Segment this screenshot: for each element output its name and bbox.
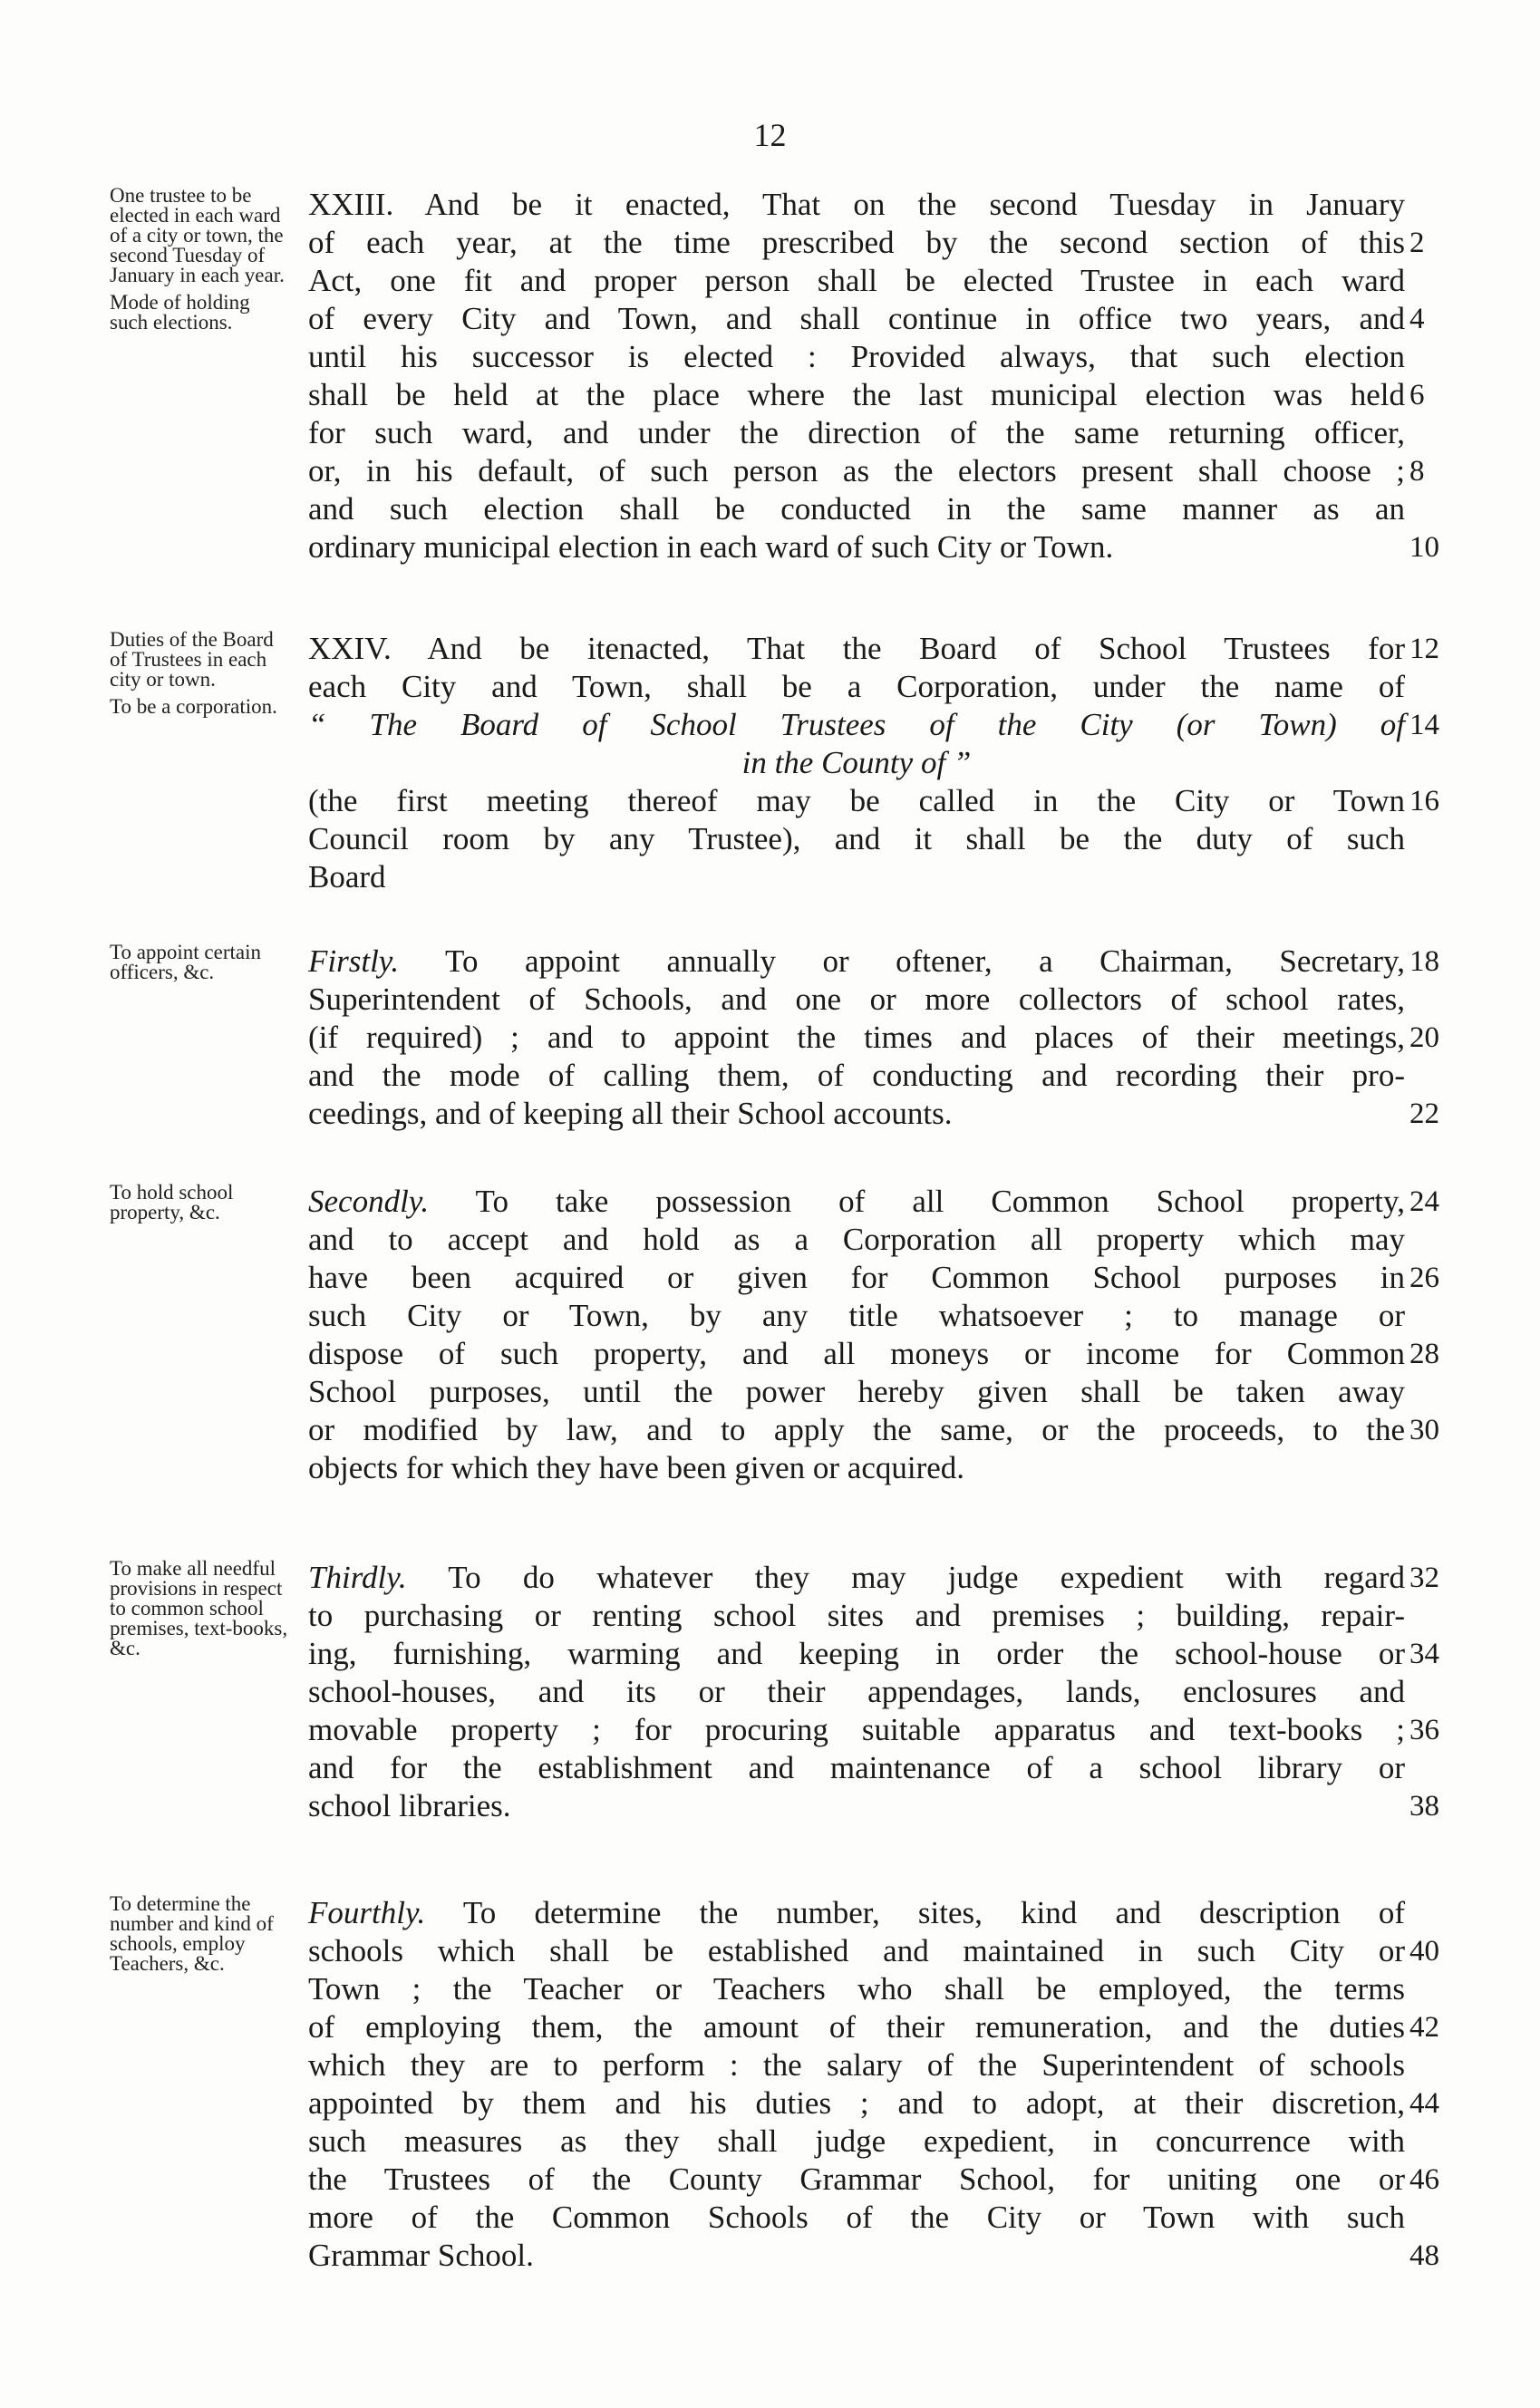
- text-line: [308, 300, 1425, 338]
- line-text: which they are to perform : the salary of the Superintendent of schools: [308, 2047, 1405, 2083]
- text-line: [308, 1019, 1439, 1057]
- margin-note-text: Mode of holding such elections.: [110, 291, 250, 334]
- line-text: and to accept and hold as a Corporation all property which may: [308, 1222, 1405, 1257]
- clause-lead: Thirdly.: [308, 1560, 407, 1595]
- margin-note-text: To hold school property, &c.: [110, 1181, 234, 1223]
- margin-note-text: To make all needful provisions in respect to common school premises, text-books, &c.: [110, 1557, 288, 1659]
- line-text: “ The Board of School Trustees of the City (or Town) of: [308, 707, 1405, 742]
- line-text: and such election shall be conducted in the same manner as an: [308, 491, 1405, 527]
- line-text: objects for which they have been given or acquired.: [308, 1450, 965, 1485]
- line-number: 20: [1409, 1021, 1439, 1054]
- text-line: [308, 528, 1439, 566]
- line-number: 10: [1409, 531, 1439, 564]
- line-number: 24: [1409, 1185, 1439, 1218]
- text-line: [308, 858, 1405, 896]
- line-number: 38: [1409, 1790, 1439, 1823]
- line-text: or modified by law, and to apply the same, or the proceeds, to the: [308, 1412, 1405, 1447]
- text-line: [308, 1449, 1405, 1487]
- text-line: [308, 1373, 1405, 1411]
- text-line: [308, 1411, 1439, 1449]
- line-text: ordinary municipal election in each ward of such City or Town.: [308, 529, 1114, 565]
- line-text: until his successor is elected : Provided always, that such election: [308, 339, 1405, 374]
- margin-note-text: To be a corporation.: [110, 695, 277, 718]
- text-line: [308, 1259, 1439, 1297]
- line-text: Town ; the Teacher or Teachers who shall be employed, the terms: [308, 1971, 1405, 2007]
- text-line: [308, 744, 1405, 782]
- line-text: in the County of ”: [741, 745, 972, 780]
- text-line: [308, 1095, 1439, 1133]
- line-text: To appoint annually or oftener, a Chairman, Secretary,: [399, 943, 1405, 979]
- margin-note-text: To appoint certain officers, &c.: [110, 941, 261, 983]
- clause-lead: Fourthly.: [308, 1895, 426, 1930]
- clause-lead: Firstly.: [308, 943, 400, 979]
- line-text: school libraries.: [308, 1788, 511, 1823]
- line-number: 48: [1409, 2239, 1439, 2272]
- line-text: To take possession of all Common School property,: [429, 1184, 1405, 1219]
- text-line: [308, 376, 1425, 414]
- line-text: XXIV. And be itenacted, That the Board of School Trustees for: [308, 631, 1405, 666]
- line-text: and for the establishment and maintenance of a school library or: [308, 1750, 1405, 1785]
- line-text: each City and Town, shall be a Corporation, under the name of: [308, 669, 1405, 704]
- text-line: [308, 186, 1405, 224]
- text-line: [308, 630, 1439, 668]
- line-text: Council room by any Trustee), and it shall be the duty of such: [308, 821, 1405, 856]
- line-number: 32: [1409, 1562, 1439, 1594]
- line-number: 40: [1409, 1935, 1439, 1968]
- text-line: [308, 224, 1425, 262]
- line-number: 14: [1409, 709, 1439, 741]
- line-number: 26: [1409, 1262, 1439, 1294]
- line-text: School purposes, until the power hereby given shall be taken away: [308, 1374, 1405, 1409]
- text-line: [308, 2008, 1439, 2046]
- line-text: schools which shall be established and maintained in such City or: [308, 1933, 1405, 1968]
- text-line: [308, 981, 1405, 1019]
- line-text: movable property ; for procuring suitable apparatus and text-books ;: [308, 1712, 1405, 1747]
- line-number: 28: [1409, 1338, 1439, 1370]
- line-text: (if required) ; and to appoint the times and places of their meetings,: [308, 1020, 1405, 1055]
- text-line: [308, 1597, 1405, 1635]
- text-line: [308, 782, 1439, 820]
- text-line: [308, 2046, 1405, 2084]
- margin-note: [110, 186, 291, 340]
- line-text: Board: [308, 859, 386, 895]
- text-line: [308, 706, 1439, 744]
- section-text: [308, 186, 1439, 566]
- text-line: [308, 452, 1425, 490]
- line-text: (the first meeting thereof may be called in the City or Town: [308, 783, 1405, 818]
- line-number: 16: [1409, 785, 1439, 817]
- line-text: To do whatever they may judge expedient with regard: [406, 1560, 1405, 1595]
- text-line: [308, 1297, 1405, 1335]
- text-line: [308, 262, 1405, 300]
- line-text: such City or Town, by any title whatsoever ; to manage or: [308, 1298, 1405, 1333]
- line-text: ceedings, and of keeping all their School accounts.: [308, 1096, 953, 1131]
- text-line: [308, 2199, 1405, 2237]
- section-text: [308, 943, 1439, 1133]
- line-number: 44: [1409, 2087, 1439, 2120]
- line-number: 42: [1409, 2011, 1439, 2044]
- text-line: [308, 1673, 1405, 1711]
- text-line: [308, 820, 1405, 858]
- line-text: more of the Common Schools of the City or Town with such: [308, 2200, 1405, 2235]
- text-line: [308, 668, 1405, 706]
- text-line: [308, 338, 1405, 376]
- line-text: ing, furnishing, warming and keeping in order the school-house or: [308, 1636, 1405, 1671]
- line-number: 22: [1409, 1098, 1439, 1130]
- line-text: Superintendent of Schools, and one or more collectors of school rates,: [308, 982, 1405, 1017]
- text-line: [308, 1335, 1439, 1373]
- line-text: such measures as they shall judge expedient, in concurrence with: [308, 2123, 1405, 2159]
- line-text: of each year, at the time prescribed by the second section of this: [308, 225, 1405, 260]
- line-number: 12: [1409, 633, 1439, 665]
- line-number: 8: [1409, 455, 1425, 488]
- line-text: To determine the number, sites, kind and description of: [425, 1895, 1405, 1930]
- clause-lead: Secondly.: [308, 1184, 430, 1219]
- margin-note-text: Duties of the Board of Trustees in each city or town.: [110, 628, 274, 691]
- margin-note: [110, 630, 291, 724]
- line-text: to purchasing or renting school sites and premises ; building, repair-: [308, 1598, 1405, 1633]
- text-line: [308, 1635, 1439, 1673]
- text-line: [308, 1183, 1439, 1221]
- text-line: [308, 2161, 1439, 2199]
- text-line: [308, 1711, 1439, 1749]
- section-text: [308, 1894, 1439, 2275]
- margin-note: [110, 1559, 291, 1666]
- line-number: 34: [1409, 1638, 1439, 1670]
- text-line: [308, 490, 1405, 528]
- text-line: [308, 2237, 1439, 2275]
- line-number: 18: [1409, 945, 1439, 978]
- text-line: [308, 2123, 1405, 2161]
- text-line: [308, 2084, 1439, 2123]
- line-text: shall be held at the place where the last municipal election was held: [308, 377, 1405, 412]
- line-number: 4: [1409, 303, 1425, 335]
- text-line: [308, 1221, 1405, 1259]
- text-line: [308, 1932, 1439, 1970]
- line-number: 36: [1409, 1714, 1439, 1746]
- text-line: [308, 1894, 1405, 1932]
- line-text: Grammar School.: [308, 2238, 534, 2273]
- text-line: [308, 1749, 1405, 1787]
- margin-note: [110, 943, 291, 990]
- section-text: [308, 1183, 1439, 1487]
- page-number: 12: [753, 117, 787, 153]
- line-text: of every City and Town, and shall continue in office two years, and: [308, 301, 1405, 336]
- line-text: for such ward, and under the direction of the same returning officer,: [308, 415, 1405, 450]
- line-text: appointed by them and his duties ; and to adopt, at their discretion,: [308, 2085, 1405, 2121]
- line-text: the Trustees of the County Grammar School, for uniting one or: [308, 2161, 1405, 2197]
- text-line: [308, 943, 1439, 981]
- text-line: [308, 414, 1405, 452]
- line-text: of employing them, the amount of their remuneration, and the duties: [308, 2009, 1405, 2045]
- section-text: [308, 630, 1439, 896]
- text-line: [308, 1787, 1439, 1825]
- line-text: school-houses, and its or their appendages, lands, enclosures and: [308, 1674, 1405, 1709]
- line-text: and the mode of calling them, of conducting and recording their pro-: [308, 1058, 1405, 1093]
- line-number: 46: [1409, 2163, 1439, 2196]
- line-text: Act, one fit and proper person shall be elected Trustee in each ward: [308, 263, 1405, 298]
- line-text: have been acquired or given for Common School purposes in: [308, 1260, 1405, 1295]
- margin-note: [110, 1183, 291, 1230]
- line-number: 30: [1409, 1414, 1439, 1446]
- line-text: or, in his default, of such person as the electors present shall choose ;: [308, 453, 1405, 488]
- margin-note-text: One trustee to be elected in each ward of a city or town, the second Tuesday of January in each year.: [110, 184, 285, 286]
- text-line: [308, 1559, 1439, 1597]
- margin-note-text: To determine the number and kind of schools, employ Teachers, &c.: [110, 1892, 274, 1975]
- text-line: [308, 1970, 1405, 2008]
- section-text: [308, 1559, 1439, 1825]
- line-text: XXIII. And be it enacted, That on the second Tuesday in January: [308, 187, 1405, 222]
- line-number: 6: [1409, 379, 1425, 411]
- line-text: dispose of such property, and all moneys or income for Common: [308, 1336, 1405, 1371]
- line-number: 2: [1409, 227, 1425, 259]
- text-line: [308, 1057, 1405, 1095]
- margin-note: [110, 1894, 291, 1981]
